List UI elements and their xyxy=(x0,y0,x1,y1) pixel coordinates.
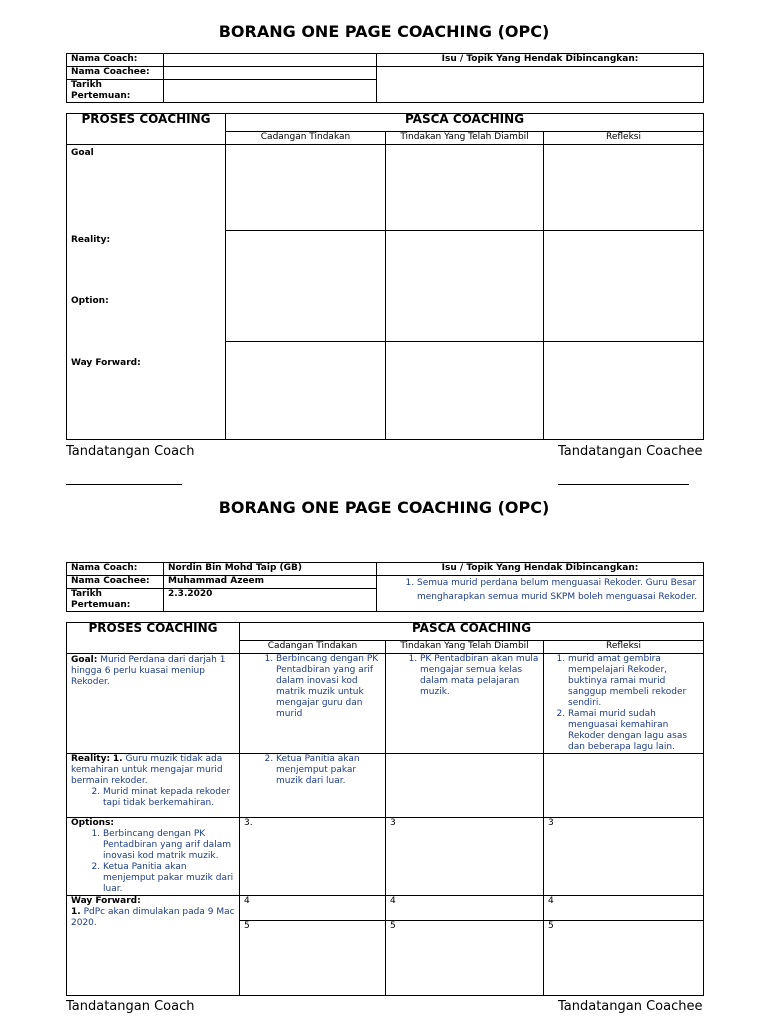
nama-coachee-label: Nama Coachee: xyxy=(67,67,164,80)
cell-r4c1[interactable]: 4 xyxy=(240,896,386,921)
goal-cell xyxy=(67,654,240,754)
goal-text: Murid Perdana dari darjah 1 hingga 6 perlu kuasai meniup Rekoder. xyxy=(71,655,226,687)
tarikh-field[interactable] xyxy=(164,80,377,103)
cell-r5c1[interactable]: 5 xyxy=(240,921,386,996)
proses-coaching-header: PROSES COACHING xyxy=(67,114,226,145)
cadangan-header: Cadangan Tindakan xyxy=(240,641,386,654)
isu-label: Isu / Topik Yang Hendak Dibincangkan: xyxy=(377,54,704,67)
way-forward-cell xyxy=(67,896,240,996)
way-forward-label: Way Forward: xyxy=(71,358,141,368)
pasca-coaching-header: PASCA COACHING xyxy=(226,114,704,132)
cell-r1c3[interactable] xyxy=(544,654,704,754)
nama-coach-field[interactable] xyxy=(164,54,377,67)
cell-r3c1[interactable]: 3. xyxy=(240,818,386,896)
refleksi-header: Refleksi xyxy=(544,641,704,654)
proses-cell xyxy=(67,145,226,440)
option-item-1: 1. Berbincang dengan PK Pentadbiran yang arif dalam inovasi kod matrik muzik. xyxy=(103,829,235,862)
options-label: Options: xyxy=(71,818,115,828)
goal-label: Goal: xyxy=(71,655,98,665)
cell-r3c2[interactable]: 3 xyxy=(386,818,544,896)
nama-coachee-field[interactable] xyxy=(164,67,377,80)
way-forward-item-1: PdPc akan dimulakan pada 9 Mac 2020. xyxy=(71,907,235,928)
options-cell xyxy=(67,818,240,896)
tindakan-header: Tindakan Yang Telah Diambil xyxy=(386,641,544,654)
sign-coach-label: Tandatangan Coach xyxy=(66,999,195,1014)
tindakan-header: Tindakan Yang Telah Diambil xyxy=(386,132,544,145)
tarikh-label: Tarikh Pertemuan: xyxy=(67,589,164,612)
option-item-2: 2. Ketua Panitia akan menjemput pakar muzik dari luar. xyxy=(103,862,235,895)
cell-r3c3[interactable] xyxy=(544,342,704,440)
reality-item-1: Guru muzik tidak ada kemahiran untuk mengajar murid bermain rekoder. xyxy=(71,754,223,786)
sign-coach-label: Tandatangan Coach xyxy=(66,444,195,459)
reality-item-2: 2. Murid minat kepada rekoder tapi tidak berkemahiran. xyxy=(103,787,235,809)
isu-field[interactable] xyxy=(377,67,704,103)
cell-r2c3[interactable] xyxy=(544,231,704,342)
cell-r5c3[interactable]: 5 xyxy=(544,921,704,996)
sign-coach-line xyxy=(66,484,182,485)
way-num: 1. xyxy=(71,907,81,917)
cell-r3c3[interactable]: 3 xyxy=(544,818,704,896)
r2-c1-item: 2. Ketua Panitia akan menjemput pakar muzik dari luar. xyxy=(276,754,381,787)
form1-title: BORANG ONE PAGE COACHING (OPC) xyxy=(218,22,550,41)
cell-r1c3[interactable] xyxy=(544,145,704,231)
form1-info-table xyxy=(66,53,704,103)
refleksi-header: Refleksi xyxy=(544,132,704,145)
r1-c3-item-1: 1. murid amat gembira mempelajari Rekoder, buktinya ramai murid sanggup membeli rekoder sendiri. xyxy=(568,654,699,709)
nama-coachee-label: Nama Coachee: xyxy=(67,576,164,589)
isu-value-cell[interactable] xyxy=(377,576,704,612)
cell-r2c3[interactable] xyxy=(544,754,704,818)
nama-coach-label: Nama Coach: xyxy=(67,54,164,67)
form2-info-table xyxy=(66,562,704,612)
cell-r1c1[interactable] xyxy=(240,654,386,754)
form2-coaching-table xyxy=(66,622,704,996)
cell-r2c2[interactable] xyxy=(386,754,544,818)
reality-cell xyxy=(67,754,240,818)
sign-coachee-line xyxy=(558,484,689,485)
cell-r4c3[interactable]: 4 xyxy=(544,896,704,921)
cell-r3c1[interactable] xyxy=(226,342,386,440)
reality-num: 1. xyxy=(112,754,123,764)
cell-r1c2[interactable] xyxy=(386,654,544,754)
option-label: Option: xyxy=(71,296,109,306)
nama-coach-label: Nama Coach: xyxy=(67,563,164,576)
isu-label: Isu / Topik Yang Hendak Dibincangkan: xyxy=(377,563,704,576)
tarikh-label: Tarikh Pertemuan: xyxy=(67,80,164,103)
nama-coach-value[interactable]: Nordin Bin Mohd Taip (GB) xyxy=(164,563,377,576)
form2-title: BORANG ONE PAGE COACHING (OPC) xyxy=(218,498,550,517)
way-forward-label: Way Forward: xyxy=(71,896,141,906)
tarikh-value[interactable]: 2.3.2020 xyxy=(164,589,377,612)
reality-label: Reality: xyxy=(71,754,111,764)
nama-coachee-value[interactable]: Muhammad Azeem xyxy=(164,576,377,589)
goal-label: Goal xyxy=(71,148,94,158)
cell-r2c2[interactable] xyxy=(386,231,544,342)
cell-r2c1[interactable] xyxy=(226,231,386,342)
form1-coaching-table xyxy=(66,113,704,440)
cell-r1c2[interactable] xyxy=(386,145,544,231)
cell-r2c1[interactable] xyxy=(240,754,386,818)
cadangan-header: Cadangan Tindakan xyxy=(226,132,386,145)
r1-c3-item-2: 2. Ramai murid sudah menguasai kemahiran Rekoder dengan lagu asas dan beberapa lagu lain. xyxy=(568,709,699,753)
isu-value: 1. Semua murid perdana belum menguasai Rekoder. Guru Besar mengharapkan semua murid SKPM boleh menguasai Rekoder. xyxy=(417,576,699,604)
pasca-coaching-header: PASCA COACHING xyxy=(240,623,704,641)
sign-coachee-label: Tandatangan Coachee xyxy=(558,999,703,1014)
sign-coachee-label: Tandatangan Coachee xyxy=(558,444,703,459)
cell-r4c2[interactable]: 4 xyxy=(386,896,544,921)
cell-r5c2[interactable]: 5 xyxy=(386,921,544,996)
r1-c1-item: 1. Berbincang dengan PK Pentadbiran yang arif dalam inovasi kod matrik muzik untuk mengajar guru dan murid xyxy=(276,654,381,720)
cell-r3c2[interactable] xyxy=(386,342,544,440)
proses-coaching-header: PROSES COACHING xyxy=(67,623,240,654)
cell-r1c1[interactable] xyxy=(226,145,386,231)
r1-c2-item: 1. PK Pentadbiran akan mula mengajar semua kelas dalam mata pelajaran muzik. xyxy=(420,654,539,698)
reality-label: Reality: xyxy=(71,235,111,245)
